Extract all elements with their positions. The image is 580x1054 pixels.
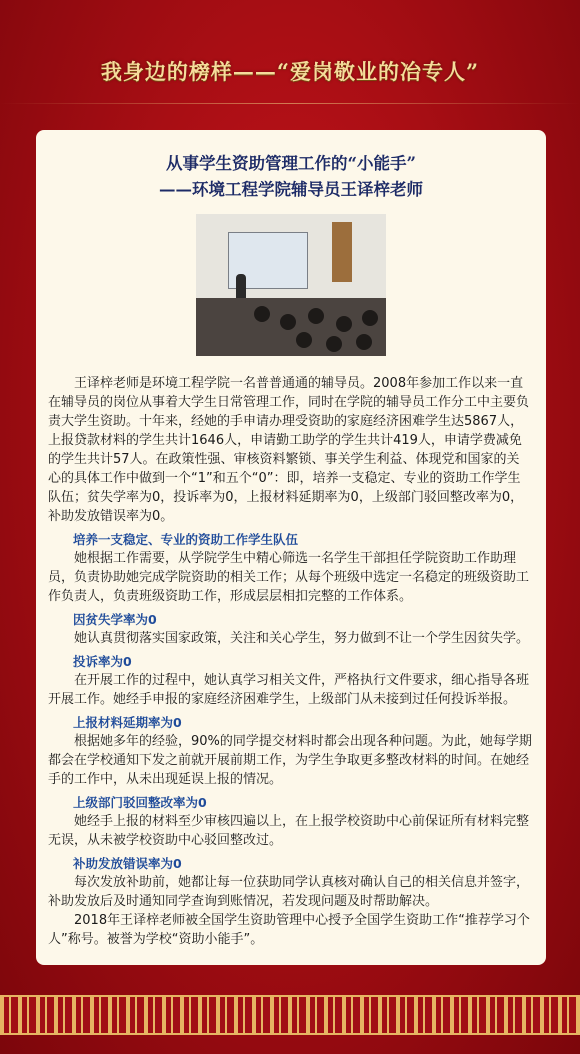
section-heading: 上级部门驳回整改率为0	[73, 795, 207, 810]
section-text: 每次发放补助前，她都让每一位获助同学认真核对确认自己的相关信息并签字，补助发放后及时通知同学查询到账情况，若发现问题及时帮助解决。	[48, 875, 530, 909]
section-text: 根据她多年的经验，90%的同学提交材料时都会出现各种问题。为此，她每学期都会在学校通知下发之前就开展前期工作，为学生争取更多整改材料的时间。在她经手的工作中，从未出现延误上报的情况。	[48, 734, 532, 787]
audience-head	[254, 306, 270, 322]
section-heading: 投诉率为0	[73, 654, 132, 669]
closing-paragraph: 2018年王译梓老师被全国学生资助管理中心授予全国学生资助工作“推荐学习个人”称号。被誉为学校“资助小能手”。	[48, 913, 530, 947]
photo-door	[332, 222, 352, 282]
article-card	[36, 130, 546, 965]
audience-head	[308, 308, 324, 324]
article-body	[48, 374, 532, 949]
audience-head	[362, 310, 378, 326]
section-heading: 补助发放错误率为0	[73, 856, 182, 871]
section-heading: 培养一支稳定、专业的资助工作学生队伍	[73, 532, 299, 547]
audience-head	[336, 316, 352, 332]
decorative-border-band	[0, 995, 580, 1035]
section-text: 她根据工作需要，从学院学生中精心筛选一名学生干部担任学院资助工作助理员，负责协助她完成学院资助的相关工作；从每个班级中选定一名稳定的班级资助工作负责人，负责班级资助工作，形成层层相扣完整的工作体系。	[48, 551, 530, 604]
page-headline: 我身边的榜样——“爱岗敬业的冶专人”	[100, 59, 480, 84]
section-text: 她经手上报的材料至少审核四遍以上，在上报学校资助中心前保证所有材料完整无误，从未被学校资助中心驳回整改过。	[48, 814, 530, 848]
article-title-line1: 从事学生资助管理工作的“小能手”	[166, 154, 416, 173]
section-text: 在开展工作的过程中，她认真学习相关文件，严格执行文件要求，细心指导各班开展工作。她经手申报的家庭经济困难学生，上级部门从未接到过任何投诉举报。	[48, 673, 530, 707]
classroom-photo	[196, 214, 386, 356]
audience-head	[356, 334, 372, 350]
headline-divider	[0, 103, 580, 104]
audience-head	[326, 336, 342, 352]
audience-head	[280, 314, 296, 330]
article-title-line2: ——环境工程学院辅导员王译梓老师	[159, 180, 423, 199]
section-text: 她认真贯彻落实国家政策，关注和关心学生，努力做到不让一个学生因贫失学。	[74, 631, 530, 646]
section-heading: 因贫失学率为0	[73, 612, 157, 627]
audience-head	[296, 332, 312, 348]
intro-paragraph: 王译梓老师是环境工程学院一名普普通通的辅导员。2008年参加工作以来一直在辅导员的岗位从事着大学生日常管理工作，同时在学院的辅导员工作分工中主要负责大学生资助。十年来，经她的手申请办理受资助的家庭经济困难学生达5867人，上报贷款材料的学生共计1646人，申请勤工助学的学生共计419人，申请学费减免的学生共计57人。在政策性强、审核资料繁锁、事关学生利益、体现党和国家的关心的具体工作中做到一个“1”和五个“0”：即，培养一支稳定、专业的资助工作学生队伍；贫失学率为0，投诉率为0，上报材料延期率为0，上级部门驳回整改率为0，补助发放错误率为0。	[48, 376, 530, 524]
section-heading: 上报材料延期率为0	[73, 715, 182, 730]
